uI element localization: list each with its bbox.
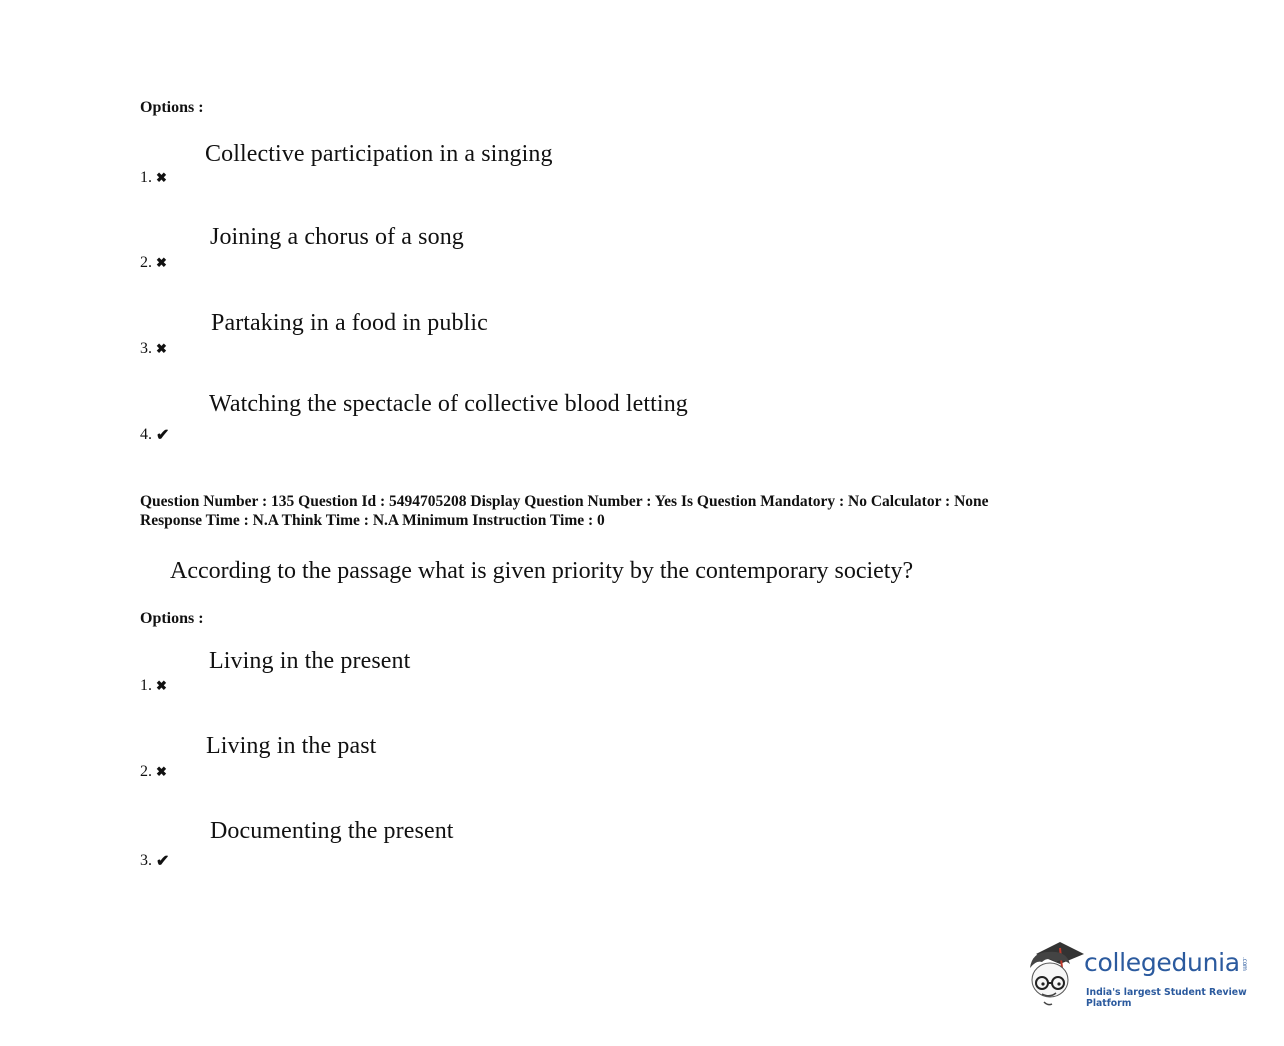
- option-index: 1.: [140, 677, 152, 694]
- option-number: [140, 425, 169, 445]
- logo-tagline: India's largest Student Review Platform: [1086, 987, 1247, 1009]
- option-text: Collective participation in a singing: [205, 141, 553, 167]
- checkmark-icon: ✔: [156, 427, 170, 444]
- mascot-icon: [1026, 938, 1086, 1008]
- question-text: According to the passage what is given priority by the contemporary society?: [170, 558, 914, 584]
- question-meta-line-2: Response Time : N.A Think Time : N.A Minimum Instruction Time : 0: [140, 512, 605, 529]
- option-number: [140, 763, 167, 781]
- option-number: [140, 851, 169, 871]
- cross-icon: ✖: [156, 764, 167, 779]
- cross-icon: ✖: [156, 678, 167, 693]
- option-number: [140, 254, 167, 272]
- option-text: Living in the present: [209, 648, 411, 674]
- question-meta-line-1: Question Number : 135 Question Id : 5494705208 Display Question Number : Yes Is Question Mandatory : No Calculator : None: [140, 493, 989, 510]
- cross-icon: ✖: [156, 341, 167, 356]
- cross-icon: ✖: [156, 255, 167, 270]
- option-number: [140, 340, 167, 358]
- option-index: 3.: [140, 340, 152, 357]
- option-index: 2.: [140, 763, 152, 780]
- option-text: Watching the spectacle of collective blood letting: [209, 391, 688, 417]
- cross-icon: ✖: [156, 170, 167, 185]
- logo-word: collegedunia: [1084, 948, 1240, 977]
- option-index: 1.: [140, 169, 152, 186]
- option-text: Living in the past: [206, 733, 377, 759]
- option-number: [140, 677, 167, 695]
- logo-wordmark: [1084, 948, 1248, 977]
- option-number: [140, 169, 167, 187]
- option-index: 3.: [140, 852, 152, 869]
- logo-suffix: .com: [1240, 957, 1248, 971]
- option-index: 2.: [140, 254, 152, 271]
- options-heading: Options :: [140, 610, 204, 627]
- options-heading: Options :: [140, 99, 204, 116]
- option-text: Partaking in a food in public: [211, 310, 488, 336]
- option-text: Documenting the present: [210, 818, 454, 844]
- option-text: Joining a chorus of a song: [210, 224, 464, 250]
- option-index: 4.: [140, 426, 152, 443]
- collegedunia-logo: [1026, 938, 1256, 1008]
- checkmark-icon: ✔: [156, 853, 170, 870]
